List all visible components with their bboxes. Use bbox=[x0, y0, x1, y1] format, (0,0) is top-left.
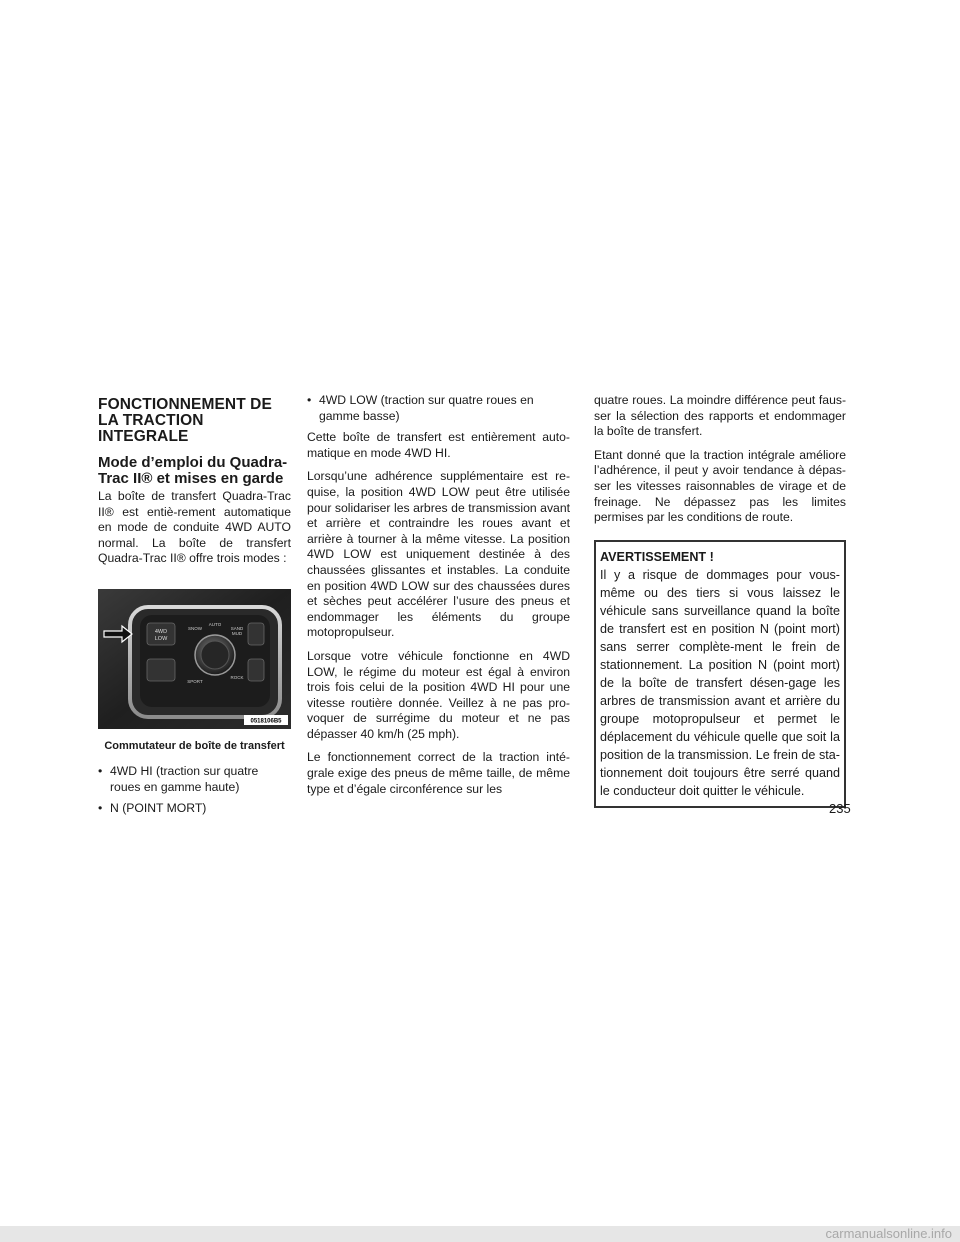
sport-label: SPORT bbox=[187, 678, 203, 684]
column-left bbox=[98, 393, 291, 823]
warning-title: AVERTISSEMENT ! bbox=[600, 549, 714, 564]
paragraph: Etant donné que la traction intégrale améliore l’adhérence, il peut y avoir tendance à dépas-ser les vitesses raisonnables de virage et de freinage. Ne dépassez pas les limites permises par les conditions de route. bbox=[594, 447, 846, 525]
column-right bbox=[594, 393, 846, 808]
column-middle bbox=[307, 393, 570, 805]
low-button-label-top: 4WD bbox=[154, 628, 168, 635]
paragraph: Cette boîte de transfert est entièrement auto-matique en mode 4WD HI. bbox=[307, 430, 570, 460]
section-title: FONCTIONNEMENT DE LA TRACTION INTEGRALE bbox=[98, 396, 272, 445]
mode-item-neutral: N (POINT MORT) bbox=[110, 801, 207, 816]
snow-label: SNOW bbox=[188, 625, 202, 631]
sand-label: SAND bbox=[230, 625, 244, 631]
list-item bbox=[307, 393, 570, 424]
list-item bbox=[98, 764, 291, 795]
paragraph: quatre roues. La moindre différence peut faus-ser la sélection des rapports et endommager la boîte de transfert. bbox=[594, 393, 846, 439]
watermark-bar bbox=[0, 1226, 960, 1242]
mud-label: MUD bbox=[231, 630, 243, 636]
bullet-icon: • bbox=[98, 764, 103, 779]
paragraph: Le fonctionnement correct de la traction inté-grale exige des pneus de même taille, de même type et d’égale circonférence sur les bbox=[307, 750, 570, 796]
figure-code: 0518106B5 bbox=[250, 718, 282, 725]
paragraph: Lorsque votre véhicule fonctionne en 4WD LOW, le régime du moteur est égal à environ trois fois celui de la position 4WD HI pour une vitesse routière donnée. Veillez à ne pas pro-voquer de surrégime du moteur et ne pas dépasser 40 km/h (25 mph). bbox=[307, 648, 570, 741]
mode-item-4wd-low: 4WD LOW (traction sur quatre roues en gamme basse) bbox=[319, 393, 534, 423]
mode-item-4wd-hi: 4WD HI (traction sur quatre roues en gamme haute) bbox=[110, 764, 259, 794]
transfer-case-switch-photo bbox=[98, 589, 291, 729]
figure-caption: Commutateur de boîte de transfert bbox=[104, 739, 285, 752]
rock-label: ROCK bbox=[230, 674, 244, 680]
auto-label: AUTO bbox=[208, 621, 222, 627]
low-button-label-bottom: LOW bbox=[154, 635, 168, 642]
paragraph: Lorsqu’une adhérence supplémentaire est re-quise, la position 4WD LOW peut être utilisée pour solidariser les arbres de transmission avant et arrière et contraindre les roues avant et arrière à tourner à la même vitesse. La position 4WD LOW est uniquement destinée à des chaussées glissantes et instables. La conduite en position 4WD LOW sur des chaussées dures et sèches peut accélérer l’usure des pneus et endommager les éléments du groupe motopropulseur. bbox=[307, 469, 570, 640]
subsection-title: Mode d’emploi du Quadra-Trac II® et mises en garde bbox=[98, 454, 288, 487]
warning-body: Il y a risque de dommages pour vous-même ou des tiers si vous laissez le véhicule sans surveillance quand la boîte de transfert est en position N (point mort) sans serrer complète-ment le frein de stationnement. La position N (point mort) de la boîte de transfert désen-gage les arbres de transmission avant et arrière du groupe motopropulseur et permet le déplacement du véhicule quelle que soit la position de la transmission. Le frein de sta-tionnement doit toujours être serré quand le conducteur doit quitter le véhicule. bbox=[600, 567, 840, 798]
page-number: 235 bbox=[829, 801, 851, 816]
bullet-icon: • bbox=[307, 393, 312, 407]
intro-paragraph: La boîte de transfert Quadra-Trac II® est entiè-rement automatique en mode de conduite 4WD AUTO normal. La boîte de transfert Quadra-Trac II® offre trois modes : bbox=[98, 489, 291, 566]
bullet-icon: • bbox=[98, 801, 103, 816]
watermark-text: carmanualsonline.info bbox=[825, 1226, 952, 1241]
warning-box bbox=[594, 540, 846, 808]
list-item bbox=[98, 801, 291, 817]
